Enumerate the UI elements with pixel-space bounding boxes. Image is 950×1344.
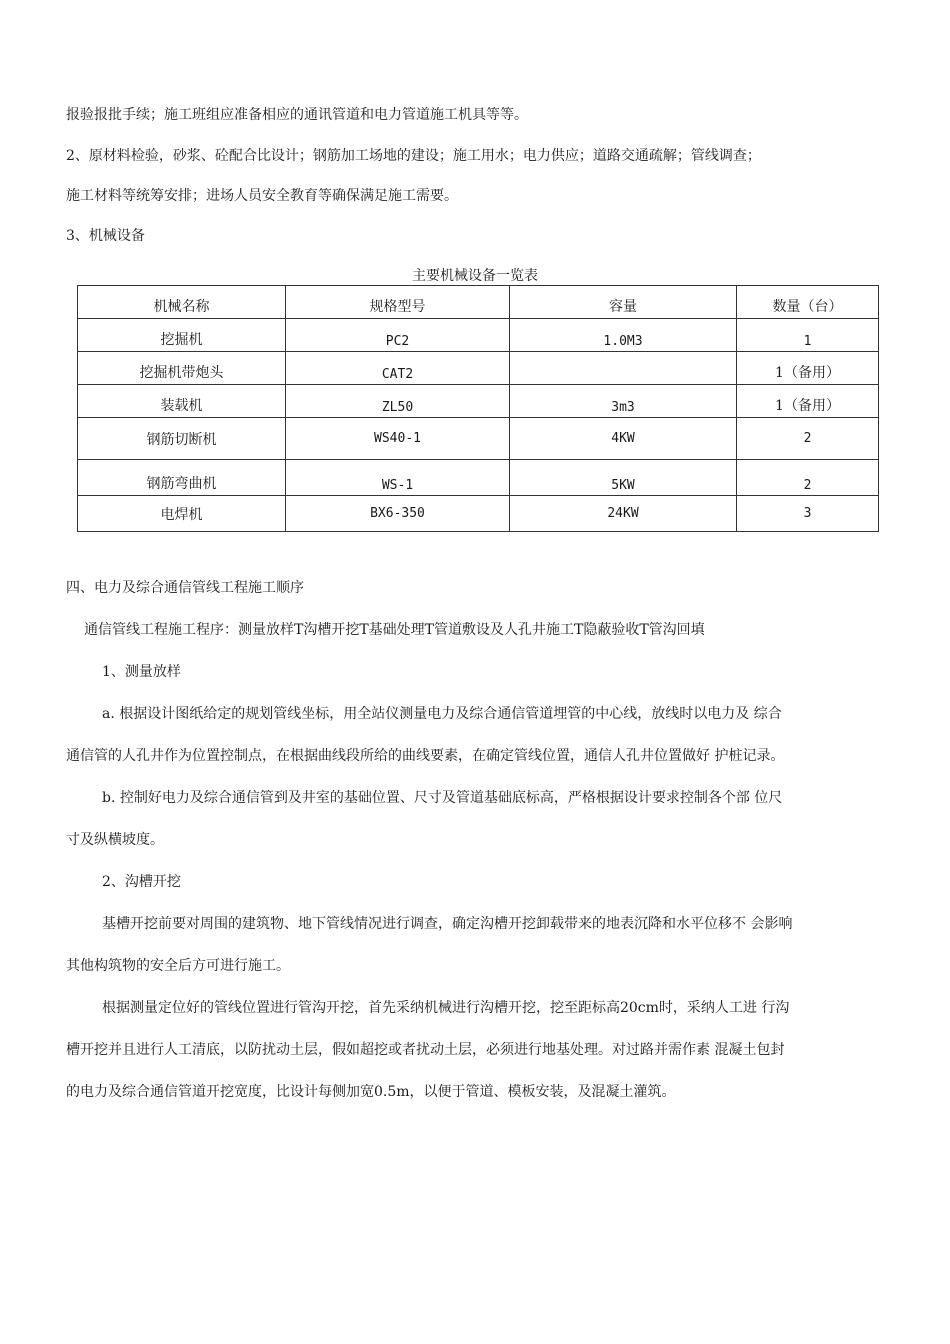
heading-machinery: 3、机械设备: [66, 228, 145, 244]
cell-quantity: 3: [737, 496, 879, 532]
cell-capacity: 1.0M3: [510, 319, 737, 352]
procedure-text: 通信管线工程施工程序：测量放样T沟槽开挖T基础处理T管道敷设及人孔井施工T隐蔽验收T管沟回填: [84, 622, 705, 638]
cell-model: CAT2: [286, 352, 510, 385]
cell-capacity: 24KW: [510, 496, 737, 532]
cell-capacity: 4KW: [510, 418, 737, 460]
paragraph-materials-2: 施工材料等统筹安排；进场人员安全教育等确保满足施工需要。: [66, 188, 458, 204]
cell-quantity: 1（备用）: [737, 352, 879, 385]
cell-quantity: 2: [737, 460, 879, 496]
table-row: [78, 352, 879, 385]
paragraph-materials-1: 2、原材料检验，砂浆、砼配合比设计；钢筋加工场地的建设；施工用水；电力供应；道路交通疏解；管线调查；: [66, 148, 761, 164]
cell-model: PC2: [286, 319, 510, 352]
cell-quantity: 2: [737, 418, 879, 460]
cell-name: 装载机: [78, 385, 286, 418]
cell-name: 钢筋切断机: [78, 418, 286, 460]
cell-quantity: 1: [737, 319, 879, 352]
cell-name: 电焊机: [78, 496, 286, 532]
paragraph-a-line2: 通信管的人孔井作为位置控制点，在根据曲线段所给的曲线要素，在确定管线位置，通信人孔井位置做好 护桩记录。: [66, 748, 785, 764]
table-header-row: [78, 286, 879, 319]
paragraph-a-line1: a. 根据设计图纸给定的规划管线坐标，用全站仪测量电力及综合通信管道埋管的中心线，放线时以电力及 综合: [102, 706, 782, 722]
cell-name: 挖掘机: [78, 319, 286, 352]
subheading-survey: 1、测量放样: [102, 664, 181, 680]
table-row: [78, 319, 879, 352]
cell-model: WS-1: [286, 460, 510, 496]
table-caption: 主要机械设备一览表: [412, 268, 538, 284]
cell-model: WS40-1: [286, 418, 510, 460]
table-row: [78, 418, 879, 460]
paragraph-b-line2: 寸及纵横坡度。: [66, 832, 164, 848]
cell-model: ZL50: [286, 385, 510, 418]
table-row: [78, 460, 879, 496]
header-model: 规格型号: [286, 286, 510, 319]
equipment-table: [77, 285, 879, 532]
cell-capacity: 5KW: [510, 460, 737, 496]
cell-model: BX6-350: [286, 496, 510, 532]
cell-name: 钢筋弯曲机: [78, 460, 286, 496]
paragraph-d-line2: 槽开挖并且进行人工清底，以防扰动土层，假如超挖或者扰动土层，必须进行地基处理。对过路并需作素 混凝土包封: [66, 1042, 785, 1058]
paragraph-d-line3: 的电力及综合通信管道开挖宽度，比设计每侧加宽0.5m，以便于管道、模板安装，及混凝土灌筑。: [66, 1084, 676, 1100]
paragraph-permits: 报验报批手续；施工班组应准备相应的通讯管道和电力管道施工机具等等。: [66, 107, 528, 123]
header-capacity: 容量: [510, 286, 737, 319]
section-heading: 四、电力及综合通信管线工程施工顺序: [66, 580, 304, 596]
cell-capacity: 3m3: [510, 385, 737, 418]
table-row: [78, 385, 879, 418]
subheading-trench: 2、沟槽开挖: [102, 874, 181, 890]
table-row: [78, 496, 879, 532]
header-name: 机械名称: [78, 286, 286, 319]
cell-capacity: [510, 352, 737, 385]
cell-quantity: 1（备用）: [737, 385, 879, 418]
paragraph-b-line1: b. 控制好电力及综合通信管到及井室的基础位置、尺寸及管道基础底标高，严格根据设计要求控制各个部 位尺: [102, 790, 783, 806]
cell-name: 挖掘机带炮头: [78, 352, 286, 385]
header-quantity: 数量（台）: [737, 286, 879, 319]
paragraph-c-line2: 其他构筑物的安全后方可进行施工。: [66, 958, 290, 974]
paragraph-d-line1: 根据测量定位好的管线位置进行管沟开挖，首先采纳机械进行沟槽开挖，挖至距标高20cm时，采纳人工进 行沟: [102, 1000, 790, 1016]
paragraph-c-line1: 基槽开挖前要对周围的建筑物、地下管线情况进行调查，确定沟槽开挖卸载带来的地表沉降和水平位移不 会影响: [102, 916, 793, 932]
